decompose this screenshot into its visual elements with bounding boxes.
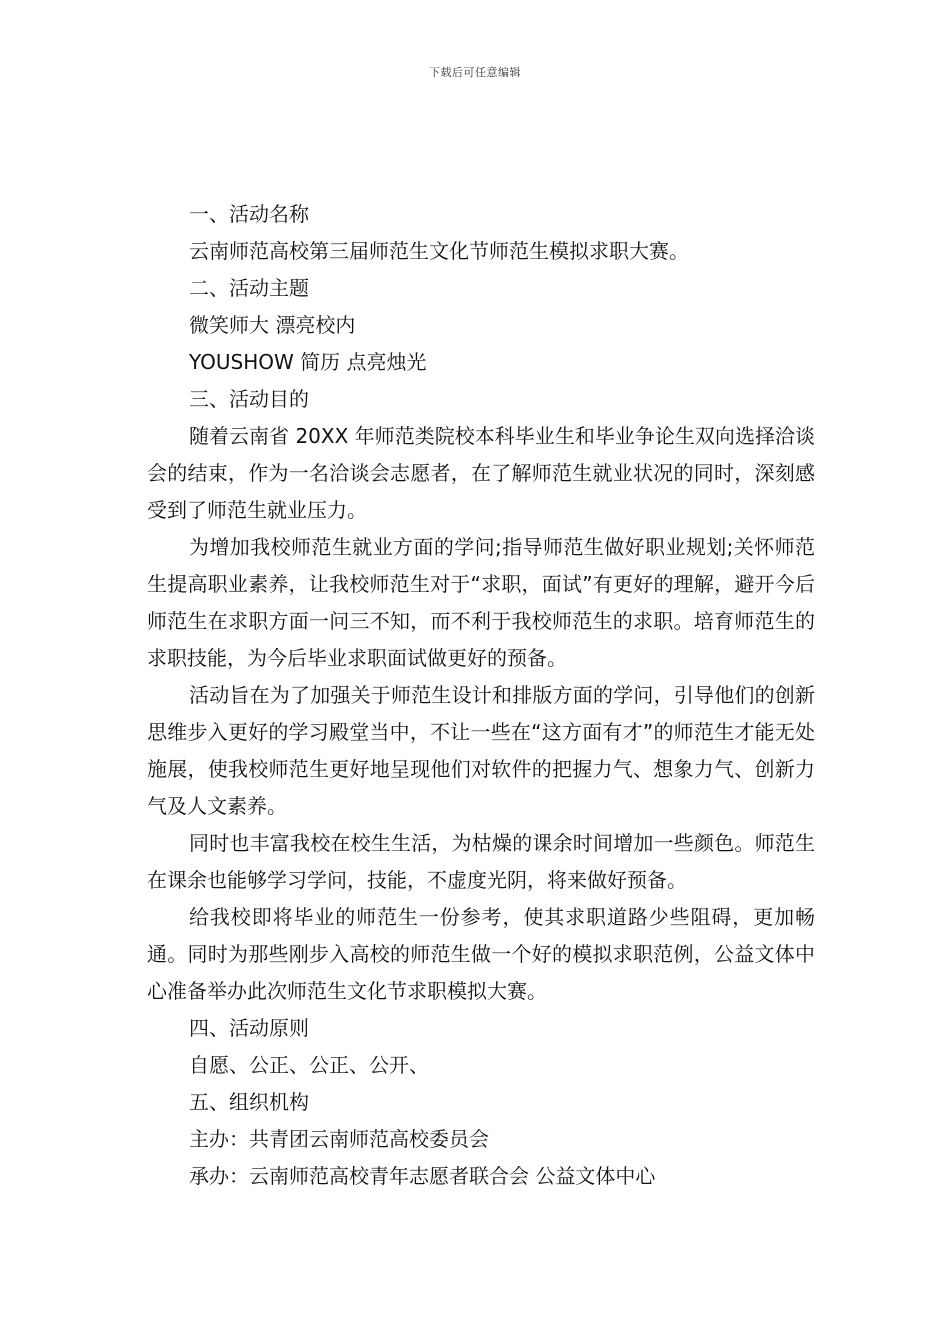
section-3-paragraph-5: 给我校即将毕业的师范生一份参考，使其求职道路少些阻碍，更加畅通。同时为那些刚步入高校的师范生做一个好的模拟求职范例，公益文体中心准备举办此次师范生文化节求职模拟大赛。: [147, 905, 815, 1003]
section-3-paragraph-4: 同时也丰富我校在校生生活，为枯燥的课余时间增加一些颜色。师范生在课余也能够学习学问，技能，不虚度光阴，将来做好预备。: [147, 831, 815, 892]
section-2-line-1: 微笑师大 漂亮校内: [189, 313, 356, 337]
page-header: 下载后可任意编辑: [429, 66, 521, 79]
section-1-title: 一、活动名称: [189, 202, 309, 226]
section-4-text: 自愿、公正、公正、公开、: [189, 1053, 429, 1077]
section-3-paragraph-2: 为增加我校师范生就业方面的学问;指导师范生做好职业规划;关怀师范生提高职业素养，让我校师范生对于“求职，面试”有更好的理解，避开今后师范生在求职方面一问三不知，而不利于我校师范生的求职。培育师范生的求职技能，为今后毕业求职面试做更好的预备。: [147, 535, 815, 670]
section-5-title: 五、组织机构: [189, 1090, 309, 1114]
section-1-text: 云南师范高校第三届师范生文化节师范生模拟求职大赛。: [189, 239, 689, 263]
section-4-title: 四、活动原则: [189, 1016, 309, 1040]
section-3-title: 三、活动目的: [189, 387, 309, 411]
section-3-paragraph-3: 活动旨在为了加强关于师范生设计和排版方面的学问，引导他们的创新思维步入更好的学习殿堂当中，不让一些在“这方面有才”的师范生才能无处施展，使我校师范生更好地呈现他们对软件的把握力气、想象力气、创新力气及人文素养。: [147, 683, 815, 818]
section-5-host: 主办：共青团云南师范高校委员会: [189, 1127, 489, 1151]
document-body: [147, 196, 815, 1195]
section-2-title: 二、活动主题: [189, 276, 309, 300]
section-3-paragraph-1: 随着云南省 20XX 年师范类院校本科毕业生和毕业争论生双向选择洽谈会的结束，作为一名洽谈会志愿者，在了解师范生就业状况的同时，深刻感受到了师范生就业压力。: [147, 424, 815, 522]
section-2-line-2: YOUSHOW 简历 点亮烛光: [189, 350, 427, 374]
section-5-organizer: 承办：云南师范高校青年志愿者联合会 公益文体中心: [189, 1164, 656, 1188]
